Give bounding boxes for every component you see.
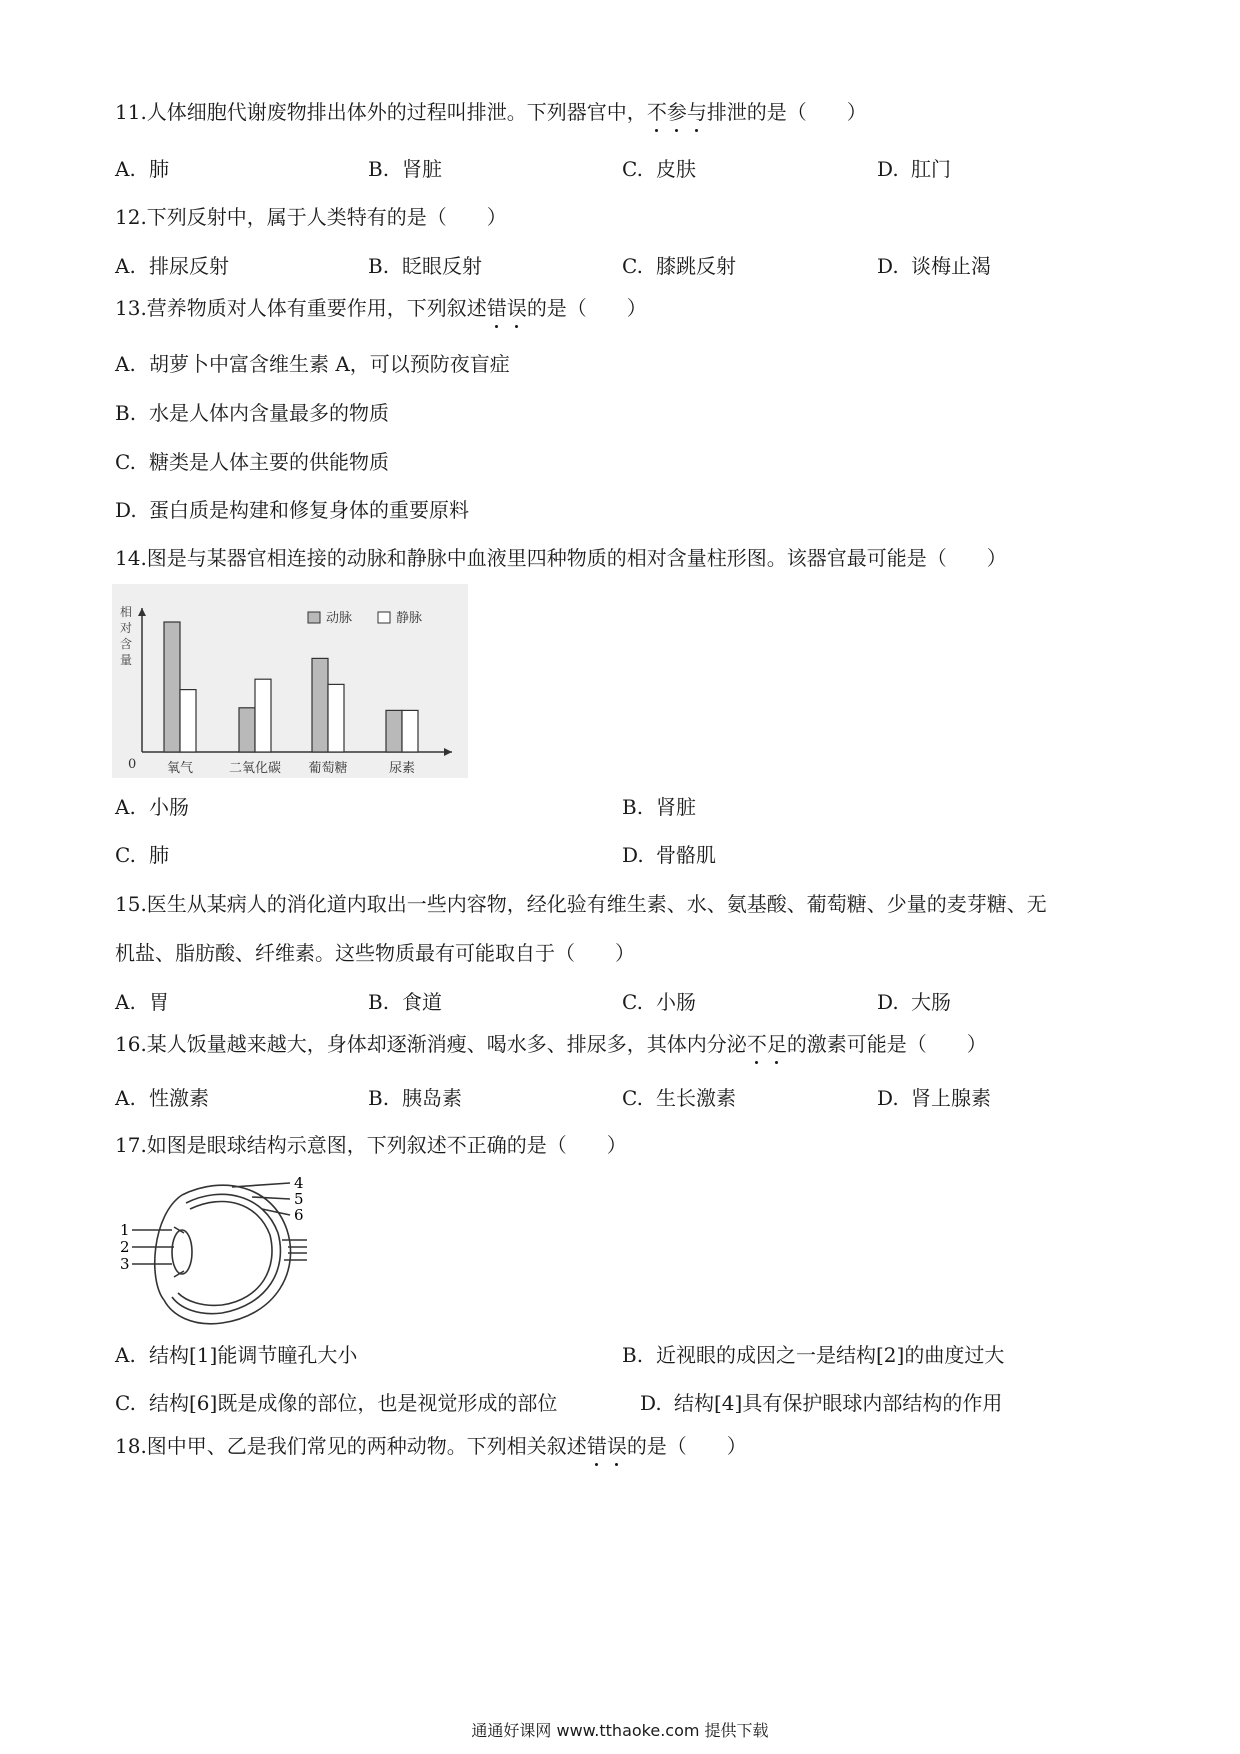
y-axis-label-char: 量 xyxy=(120,653,133,667)
legend-swatch-动脉 xyxy=(308,612,320,623)
emphasis-char: 不 xyxy=(646,100,667,124)
emphasis-char: 不 xyxy=(746,1032,767,1056)
q15-option-b[interactable]: B. 食道 xyxy=(368,990,442,1014)
legend-label: 动脉 xyxy=(326,611,353,626)
bar-动脉-氧气 xyxy=(164,622,180,752)
legend-label: 静脉 xyxy=(396,611,423,626)
q12-option-c[interactable]: C. 膝跳反射 xyxy=(622,254,736,278)
lens-shape xyxy=(172,1230,192,1274)
eye-label-3: 3 xyxy=(120,1255,130,1273)
legend-swatch-静脉 xyxy=(378,612,390,623)
q14-option-a[interactable]: A. 小肠 xyxy=(115,795,189,819)
x-tick-label: 二氧化碳 xyxy=(228,761,282,776)
leader-line-4 xyxy=(232,1183,290,1187)
q15-option-d[interactable]: D. 大肠 xyxy=(877,990,951,1014)
bar-动脉-二氧化碳 xyxy=(239,708,255,752)
q15-stem-line2: 机盐、脂肪酸、纤维素。这些物质最有可能取自于（ ） xyxy=(115,941,635,965)
q12-option-b[interactable]: B. 眨眼反射 xyxy=(368,254,482,278)
bar-动脉-尿素 xyxy=(386,710,402,752)
eye-label-2: 2 xyxy=(120,1238,130,1256)
emphasis-char: 参 xyxy=(666,100,687,124)
emphasis-char: 足 xyxy=(766,1032,787,1056)
x-tick-label: 氧气 xyxy=(166,761,194,776)
q15-option-c[interactable]: C. 小肠 xyxy=(622,990,696,1014)
bar-静脉-氧气 xyxy=(180,690,196,752)
bar-静脉-尿素 xyxy=(402,710,418,752)
y-axis-label-char: 含 xyxy=(120,637,133,651)
q15-option-a[interactable]: A. 胃 xyxy=(115,990,169,1014)
q16-option-a[interactable]: A. 性激素 xyxy=(115,1086,209,1110)
q15-stem-line1: 15.医生从某病人的消化道内取出一些内容物，经化验有维生素、水、氨基酸、葡萄糖、少量的麦芽糖、无 xyxy=(115,892,1047,916)
eye-label-4: 4 xyxy=(294,1175,304,1192)
x-tick-label: 葡萄糖 xyxy=(308,761,348,776)
q14-option-b[interactable]: B. 肾脏 xyxy=(622,795,696,819)
x-tick-label: 尿素 xyxy=(388,761,416,776)
q14-stem: 14.图是与某器官相连接的动脉和静脉中血液里四种物质的相对含量柱形图。该器官最可能是（ ） xyxy=(115,546,1007,570)
q18-stem: 18.图中甲、乙是我们常见的两种动物。下列相关叙述错误的是（ ） xyxy=(115,1434,747,1458)
q17-stem: 17.如图是眼球结构示意图，下列叙述不正确的是（ ） xyxy=(115,1133,627,1157)
leader-line-5 xyxy=(252,1197,290,1199)
q13-option-d[interactable]: D. 蛋白质是构建和修复身体的重要原料 xyxy=(115,498,469,522)
q11-option-c[interactable]: C. 皮肤 xyxy=(622,157,696,181)
eye-structure-diagram xyxy=(112,1175,312,1330)
q12-option-d[interactable]: D. 谈梅止渴 xyxy=(877,254,991,278)
q16-option-b[interactable]: B. 胰岛素 xyxy=(368,1086,462,1110)
q11-option-b[interactable]: B. 肾脏 xyxy=(368,157,442,181)
q13-option-b[interactable]: B. 水是人体内含量最多的物质 xyxy=(115,401,389,425)
q14-bar-chart xyxy=(112,584,468,778)
q13-stem: 13.营养物质对人体有重要作用，下列叙述错误的是（ ） xyxy=(115,296,647,320)
q12-stem: 12.下列反射中，属于人类特有的是（ ） xyxy=(115,205,507,229)
eye-label-1: 1 xyxy=(120,1221,130,1239)
q13-option-a[interactable]: A. 胡萝卜中富含维生素 A，可以预防夜盲症 xyxy=(115,352,510,376)
q11-option-a[interactable]: A. 肺 xyxy=(115,157,169,181)
chart-origin-label: 0 xyxy=(128,757,137,772)
q14-option-d[interactable]: D. 骨骼肌 xyxy=(622,843,716,867)
q16-option-c[interactable]: C. 生长激素 xyxy=(622,1086,736,1110)
q12-option-a[interactable]: A. 排尿反射 xyxy=(115,254,229,278)
q17-option-d[interactable]: D. 结构[4]具有保护眼球内部结构的作用 xyxy=(640,1391,1003,1415)
bar-静脉-葡萄糖 xyxy=(328,684,344,752)
eye-label-5: 5 xyxy=(294,1190,304,1208)
emphasis-char: 错 xyxy=(586,1434,607,1458)
page-footer: 通通好课网 www.tthaoke.com 提供下载 xyxy=(471,1721,769,1740)
optic-nerve xyxy=(282,1240,307,1260)
q16-stem: 16.某人饭量越来越大，身体却逐渐消瘦、喝水多、排尿多，其体内分泌不足的激素可能是（ ） xyxy=(115,1032,987,1056)
bar-静脉-二氧化碳 xyxy=(255,679,271,752)
y-axis-label-char: 相 xyxy=(120,605,133,619)
q11-stem: 11.人体细胞代谢废物排出体外的过程叫排泄。下列器官中，不参与排泄的是（ ） xyxy=(115,100,867,124)
emphasis-char: 错 xyxy=(486,296,507,320)
emphasis-char: 误 xyxy=(606,1434,627,1458)
q17-option-a[interactable]: A. 结构[1]能调节瞳孔大小 xyxy=(115,1343,358,1367)
emphasis-char: 误 xyxy=(506,296,527,320)
q14-option-c[interactable]: C. 肺 xyxy=(115,843,169,867)
q16-option-d[interactable]: D. 肾上腺素 xyxy=(877,1086,991,1110)
y-axis-label-char: 对 xyxy=(120,621,133,635)
q17-option-b[interactable]: B. 近视眼的成因之一是结构[2]的曲度过大 xyxy=(622,1343,1005,1367)
choroid-outline xyxy=(172,1194,280,1313)
bar-动脉-葡萄糖 xyxy=(312,658,328,752)
q13-option-c[interactable]: C. 糖类是人体主要的供能物质 xyxy=(115,450,389,474)
emphasis-char: 与 xyxy=(686,100,707,124)
q17-option-c[interactable]: C. 结构[6]既是成像的部位，也是视觉形成的部位 xyxy=(115,1391,558,1415)
eye-label-6: 6 xyxy=(294,1206,304,1224)
q11-option-d[interactable]: D. 肛门 xyxy=(877,157,951,181)
